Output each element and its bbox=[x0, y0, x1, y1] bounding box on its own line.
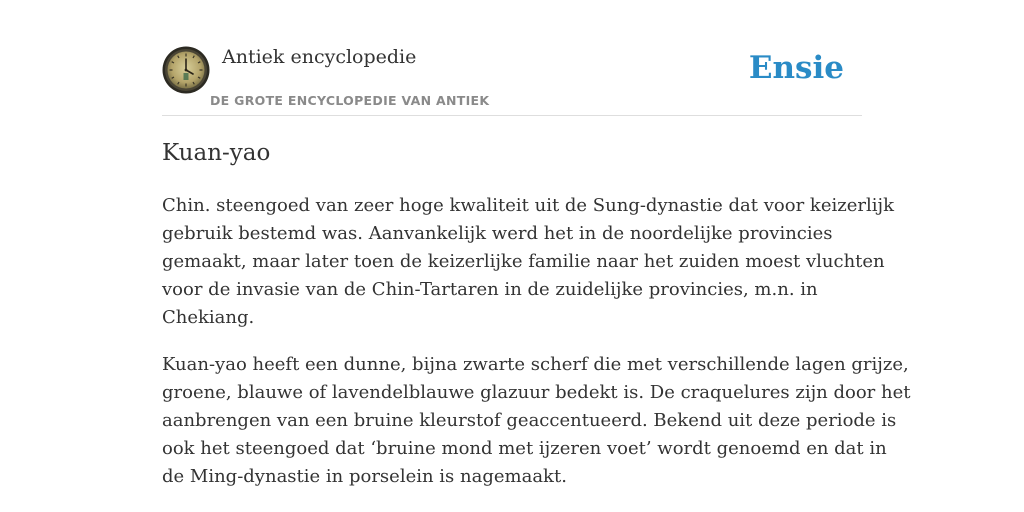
paragraph-line: voor de invasie van de Chin-Tartaren in de zuidelijke provincies, m.n. in bbox=[162, 279, 818, 300]
paragraph-line: Kuan-yao heeft een dunne, bijna zwarte scherf die met verschillende lagen grijze, bbox=[162, 354, 909, 375]
site-name[interactable]: Antiek encyclopedie bbox=[222, 46, 417, 68]
site-subtitle: DE GROTE ENCYCLOPEDIE VAN ANTIEK bbox=[210, 93, 490, 108]
brand-logo-link[interactable]: Ensie bbox=[748, 50, 844, 86]
paragraph-line: Chin. steengoed van zeer hoge kwaliteit uit de Sung-dynastie dat voor keizerlijk bbox=[162, 195, 894, 216]
paragraph-line: gebruik bestemd was. Aanvankelijk werd het in de noordelijke provincies bbox=[162, 223, 833, 244]
paragraph-line: groene, blauwe of lavendelblauwe glazuur bedekt is. De craquelures zijn door het bbox=[162, 382, 911, 403]
paragraph-line: gemaakt, maar later toen de keizerlijke familie naar het zuiden moest vluchten bbox=[162, 251, 885, 272]
paragraph-line: Chekiang. bbox=[162, 307, 255, 328]
page bbox=[162, 0, 911, 512]
article-paragraph bbox=[162, 351, 911, 491]
header-divider bbox=[162, 115, 862, 116]
article-paragraph bbox=[162, 192, 894, 332]
clock-icon[interactable] bbox=[162, 46, 210, 94]
paragraph-line: ook het steengoed dat ‘bruine mond met ijzeren voet’ wordt genoemd en dat in bbox=[162, 438, 887, 459]
paragraph-line: de Ming-dynastie in porselein is nagemaakt. bbox=[162, 466, 567, 487]
paragraph-line: aanbrengen van een bruine kleurstof geaccentueerd. Bekend uit deze periode is bbox=[162, 410, 897, 431]
article-title: Kuan-yao bbox=[162, 140, 271, 166]
